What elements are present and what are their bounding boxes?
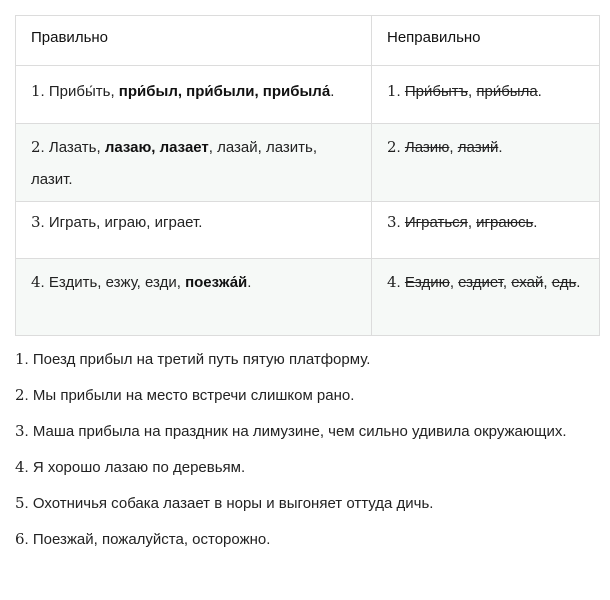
row-number: 4 xyxy=(387,273,397,291)
row-number: 1 xyxy=(387,82,397,100)
incorrect-cell: 4. Ездию, ездиет, ехай, едь. xyxy=(372,259,600,336)
list-item xyxy=(15,343,595,376)
correct-bold: при́был, при́были, прибыла́ xyxy=(118,83,331,100)
punctuation: . xyxy=(537,83,542,100)
word-forms-table xyxy=(15,15,600,336)
item-number: 4 xyxy=(15,458,25,476)
row-number: 3 xyxy=(31,213,41,231)
incorrect-form: лазий xyxy=(457,139,499,156)
item-text: . Поезжай, пожалуйста, осторожно. xyxy=(24,531,271,548)
correct-plain: Ездить, езжу, езди, xyxy=(48,274,186,291)
item-number: 3 xyxy=(15,422,25,440)
header-incorrect: Неправильно xyxy=(372,16,600,66)
correct-cell: 2. Лазать, лазаю, лазает, лазай, лазить, лазит. xyxy=(16,124,372,202)
correct-tail: . xyxy=(330,83,335,100)
incorrect-form: ездиет xyxy=(458,274,503,291)
correct-cell: 1. Прибы́ть, при́был, при́были, прибыла́. xyxy=(16,66,372,124)
correct-plain: Играть, играю, играет. xyxy=(48,214,203,231)
incorrect-cell: 3. Играться, играюсь. xyxy=(372,202,600,259)
example-sentences xyxy=(15,343,595,559)
incorrect-form: Играться xyxy=(404,214,468,231)
incorrect-cell: 2. Лазию, лазий. xyxy=(372,124,600,202)
list-item xyxy=(15,523,595,556)
correct-tail: , лазай, лазить, лазит. xyxy=(31,139,318,188)
table-header-row xyxy=(16,16,600,66)
correct-bold: поезжа́й xyxy=(185,274,248,291)
item-number: 6 xyxy=(15,530,25,548)
correct-cell: 3. Играть, играю, играет. xyxy=(16,202,372,259)
incorrect-cell: 1. При́бытъ, при́была. xyxy=(372,66,600,124)
item-text: . Охотничья собака лазает в норы и выгоняет оттуда дичь. xyxy=(24,495,434,512)
incorrect-form: При́бытъ xyxy=(404,83,469,100)
row-number: 3 xyxy=(387,213,397,231)
separator: , xyxy=(543,274,552,291)
item-number: 1 xyxy=(15,350,25,368)
correct-bold: лазаю, лазает xyxy=(104,139,209,156)
item-text: . Я хорошо лазаю по деревьям. xyxy=(24,459,246,476)
incorrect-form: Ездию xyxy=(404,274,450,291)
item-text: . Мы прибыли на место встречи слишком рано. xyxy=(24,387,355,404)
separator: , xyxy=(467,214,477,231)
incorrect-form: играюсь xyxy=(476,214,534,231)
list-item xyxy=(15,379,595,412)
list-item xyxy=(15,415,595,448)
row-number: 4 xyxy=(31,273,41,291)
list-item xyxy=(15,451,595,484)
separator: , xyxy=(468,83,477,100)
item-text: . Маша прибыла на праздник на лимузине, чем сильно удивила окружающих. xyxy=(24,423,567,440)
punctuation: . xyxy=(576,274,581,291)
incorrect-form: ехай xyxy=(511,274,544,291)
table-row xyxy=(16,66,600,124)
row-number: 2 xyxy=(31,138,41,156)
incorrect-form: едь xyxy=(551,274,577,291)
header-correct: Правильно xyxy=(16,16,372,66)
table-row xyxy=(16,202,600,259)
incorrect-form: Лазию xyxy=(404,139,450,156)
item-number: 2 xyxy=(15,386,25,404)
separator: , xyxy=(502,274,512,291)
correct-plain: Прибы́ть, xyxy=(48,83,119,100)
punctuation: . xyxy=(533,214,538,231)
correct-cell: 4. Ездить, езжу, езди, поезжа́й. xyxy=(16,259,372,336)
table-row xyxy=(16,259,600,336)
item-number: 5 xyxy=(15,494,25,512)
incorrect-form: при́была xyxy=(476,83,538,100)
correct-plain: Лазать, xyxy=(48,139,105,156)
punctuation: . xyxy=(498,139,503,156)
list-item xyxy=(15,487,595,520)
item-text: . Поезд прибыл на третий путь пятую платформу. xyxy=(24,351,371,368)
row-number: 1 xyxy=(31,82,41,100)
separator: , xyxy=(449,274,459,291)
separator: , xyxy=(449,139,458,156)
correct-tail: . xyxy=(247,274,252,291)
table-row xyxy=(16,124,600,202)
row-number: 2 xyxy=(387,138,397,156)
